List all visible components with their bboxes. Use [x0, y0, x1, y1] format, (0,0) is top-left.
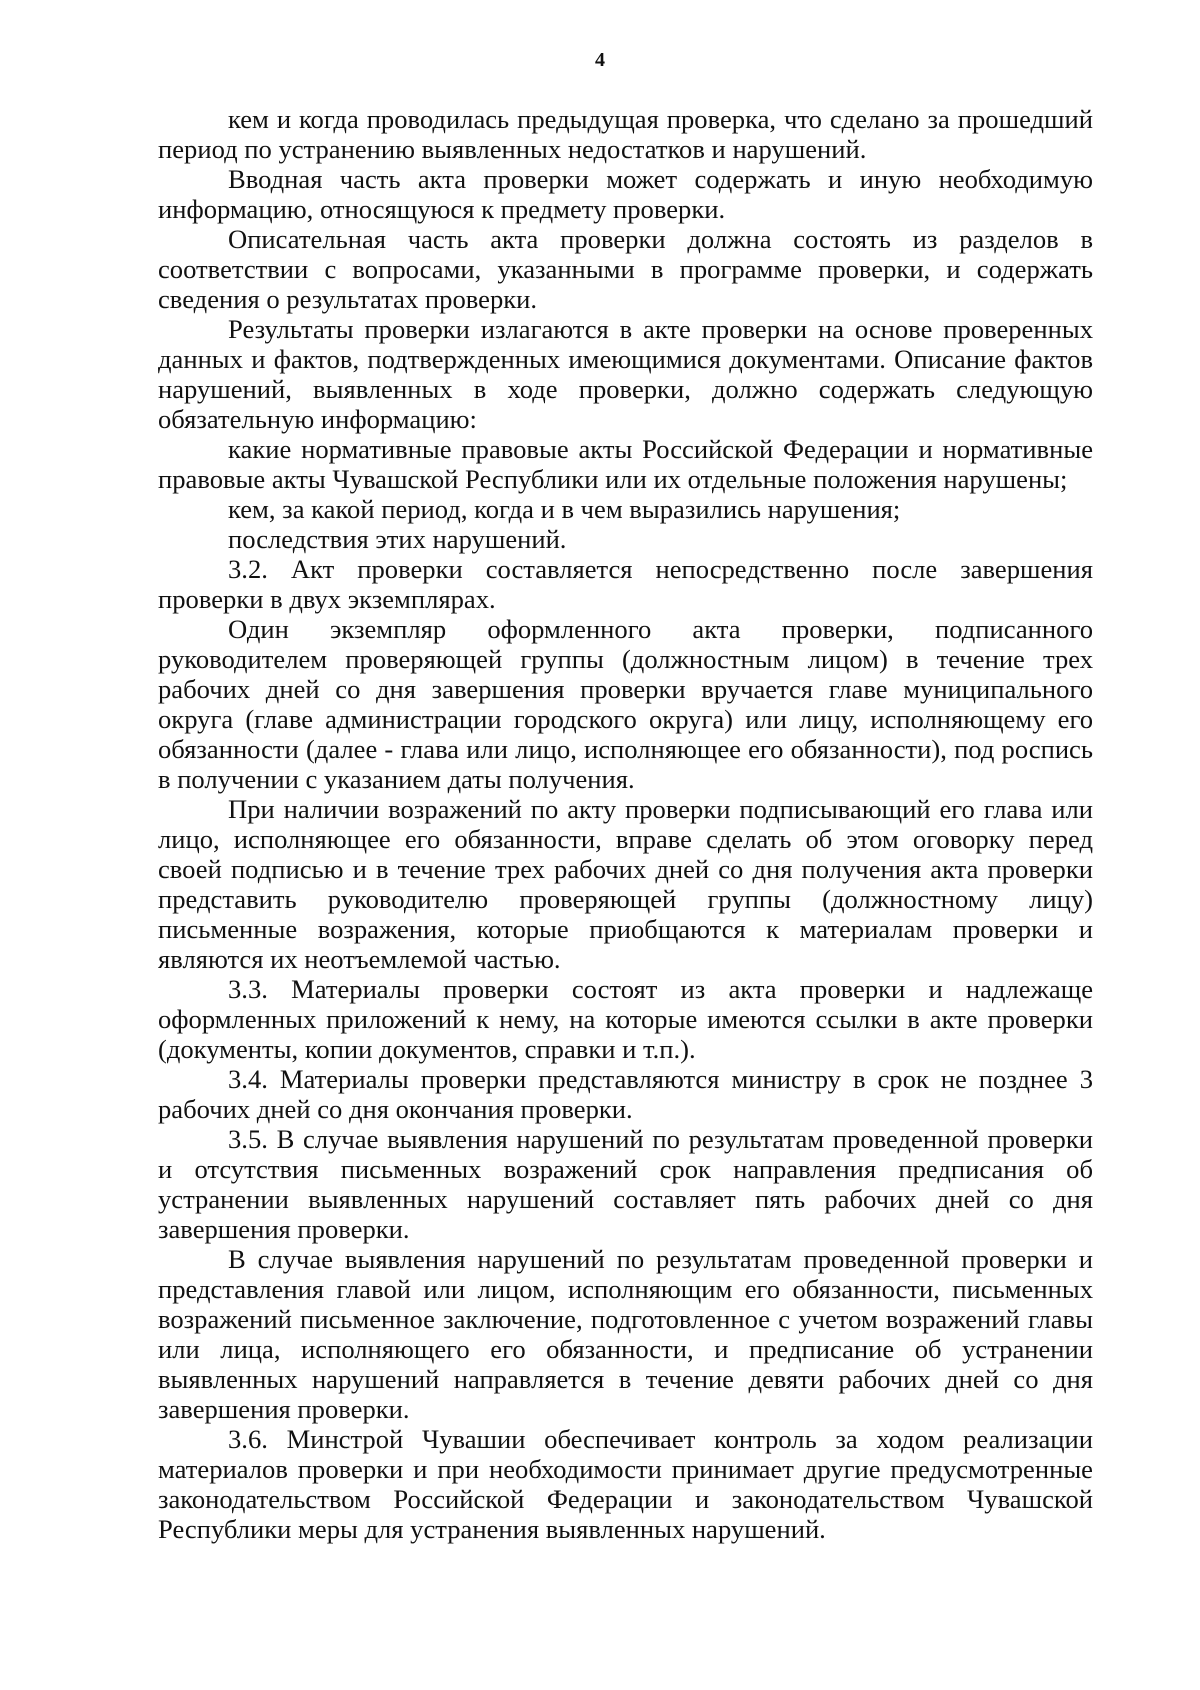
list-item-paragraph: последствия этих нарушений. [228, 524, 567, 554]
paragraph: кем и когда проводилась предыдущая проверка, что сделано за прошедший период по устранению выявленных недостатков и нарушений. [158, 104, 1093, 164]
paragraph: При наличии возражений по акту проверки подписывающий его глава или лицо, исполняющее его обязанности, вправе сделать об этом оговорку перед своей подписью и в течение трех рабочих дней со дня получения акта проверки представить руководителю проверяющей группы (должностному лицу) письменные возражения, которые приобщаются к материалам проверки и являются их неотъемлемой частью. [158, 794, 1093, 974]
section-paragraph-3-2: 3.2. Акт проверки составляется непосредственно после завершения проверки в двух экземплярах. [158, 554, 1093, 614]
section-paragraph-3-3: 3.3. Материалы проверки состоят из акта проверки и надлежаще оформленных приложений к нему, на которые имеются ссылки в акте проверки (документы, копии документов, справки и т.п.). [158, 974, 1093, 1064]
list-item-paragraph: какие нормативные правовые акты Российской Федерации и нормативные правовые акты Чувашской Республики или их отдельные положения нарушены; [158, 434, 1093, 494]
list-item-paragraph: кем, за какой период, когда и в чем выразились нарушения; [228, 494, 901, 524]
paragraph: Результаты проверки излагаются в акте проверки на основе проверенных данных и фактов, подтвержденных имеющимися документами. Описание фактов нарушений, выявленных в ходе проверки, должно содержать следующую обязательную информацию: [158, 314, 1093, 434]
page-number: 4 [595, 49, 605, 71]
paragraph: Один экземпляр оформленного акта проверки, подписанного руководителем проверяющей группы (должностным лицом) в течение трех рабочих дней со дня завершения проверки вручается главе муниципального округа (главе администрации городского округа) или лицу, исполняющему его обязанности (далее - глава или лицо, исполняющее его обязанности), под роспись в получении с указанием даты получения. [158, 614, 1093, 794]
paragraph: Вводная часть акта проверки может содержать и иную необходимую информацию, относящуюся к предмету проверки. [158, 164, 1093, 224]
document-body [158, 104, 1093, 1544]
section-paragraph-3-6: 3.6. Минстрой Чувашии обеспечивает контроль за ходом реализации материалов проверки и при необходимости принимает другие предусмотренные законодательством Российской Федерации и законодательством Чувашской Республики меры для устранения выявленных нарушений. [158, 1424, 1093, 1544]
section-paragraph-3-4: 3.4. Материалы проверки представляются министру в срок не позднее 3 рабочих дней со дня окончания проверки. [158, 1064, 1093, 1124]
section-paragraph-3-5: 3.5. В случае выявления нарушений по результатам проведенной проверки и отсутствия письменных возражений срок направления предписания об устранении выявленных нарушений составляет пять рабочих дней со дня завершения проверки. [158, 1124, 1093, 1244]
paragraph: В случае выявления нарушений по результатам проведенной проверки и представления главой или лицом, исполняющим его обязанности, письменных возражений письменное заключение, подготовленное с учетом возражений главы или лица, исполняющего его обязанности, и предписание об устранении выявленных нарушений направляется в течение девяти рабочих дней со дня завершения проверки. [158, 1244, 1093, 1424]
paragraph: Описательная часть акта проверки должна состоять из разделов в соответствии с вопросами, указанными в программе проверки, и содержать сведения о результатах проверки. [158, 224, 1093, 314]
